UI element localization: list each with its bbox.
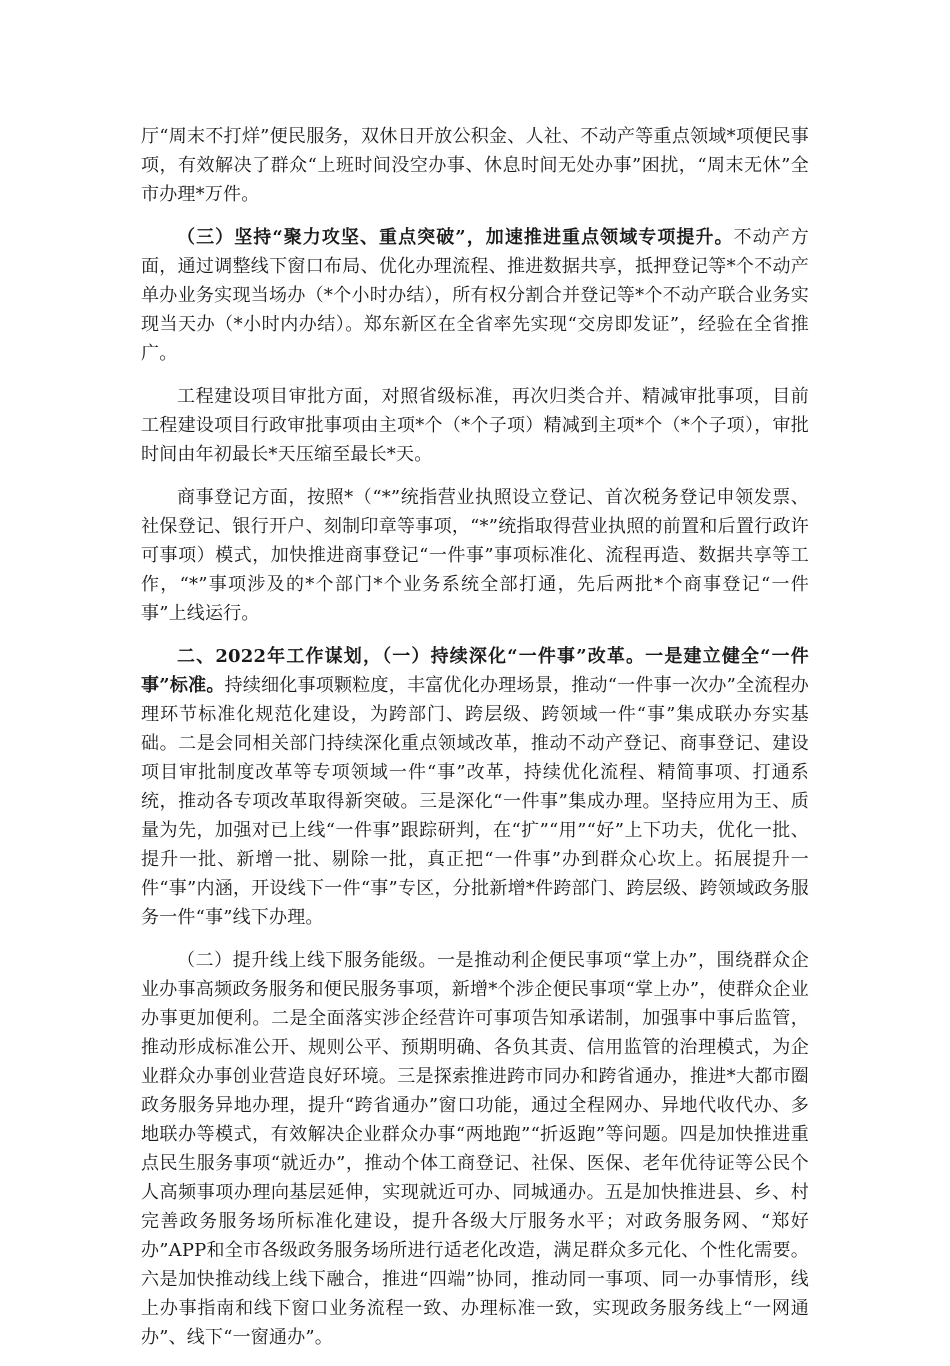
paragraph-text: 商事登记方面，按照*（“*”统指营业执照设立登记、首次税务登记申领发票、社保登记、银行开户、刻制印章等事项，“*”统指取得营业执照的前置和后置行政许可事项）模式，加快推进商事登记“一件事”事项标准化、流程再造、数据共享等工作，“*”事项涉及的*个部门*个业务系统全部打通，先后两批*个商事登记“一件事”上线运行。 — [141, 487, 809, 624]
paragraph-2022-plan — [141, 642, 809, 932]
paragraph-text: 不动产方面，通过调整线下窗口布局、优化办理流程、推进数据共享，抵押登记等*个不动产单办业务实现当场办（*个小时办结），所有权分割合并登记等*个不动产联合业务实现当天办（*小时内办结）。郑东新区在全省率先实现“交房即发证”，经验在全省推广。 — [141, 227, 809, 364]
document-page — [141, 122, 809, 1366]
paragraph-text: （二）提升线上线下服务能级。一是推动利企便民事项“掌上办”，围绕群众企业办事高频政务服务和便民服务事项，新增*个涉企便民事项“掌上办”，使群众企业办事更加便利。二是全面落实涉企经营许可事项告知承诺制，加强事中事后监管，推动形成标准公开、规则公平、预期明确、各负其责、信用监管的治理模式，为企业群众办事创业营造良好环境。三是探索推进跨市同办和跨省通办，推进*大都市圈政务服务异地办理，提升“跨省通办”窗口功能，通过全程网办、异地代收代办、多地联办等模式，有效解决企业群众办事“两地跑”“折返跑”等问题。四是加快推进重点民生服务事项“就近办”，推动个体工商登记、社保、医保、老年优待证等公民个人高频事项办理向基层延伸，实现就近可办、同城通办。五是加快推进县、乡、村完善政务服务场所标准化建设，提升各级大厅服务水平；对政务服务网、“郑好办”APP和全市各级政务服务场所进行适老化改造，满足群众多元化、个性化需要。六是加快推动线上线下融合，推进“四端”协同，推动同一事项、同一办事情形，线上办事指南和线下窗口业务流程一致、办理标准一致，实现政务服务线上“一网通办”、线下“一窗通办”。 — [141, 950, 809, 1348]
paragraph-weekend-service — [141, 122, 809, 209]
paragraph-online-offline — [141, 946, 809, 1352]
section-heading: 二、2022年工作谋划，（一）持续深化“一件事”改革。一是建立健全“一件事”标准。 — [141, 646, 809, 696]
section-heading: （三）坚持“聚力攻坚、重点突破”，加速推进重点领域专项提升。 — [177, 227, 734, 248]
paragraph-business-registration — [141, 483, 809, 628]
paragraph-key-areas — [141, 223, 809, 368]
paragraph-text: 厅“周末不打烊”便民服务，双休日开放公积金、人社、不动产等重点领域*项便民事项，有效解决了群众“上班时间没空办事、休息时间无处办事”困扰，“周末无休”全市办理*万件。 — [141, 126, 809, 205]
paragraph-text: 持续细化事项颗粒度，丰富优化办理场景，推动“一件事一次办”全流程办理环节标准化规范化建设，为跨部门、跨层级、跨领域一件“事”集成联办夯实基础。二是会同相关部门持续深化重点领域改革，推动不动产登记、商事登记、建设项目审批制度改革等专项领域一件“事”改革，持续优化流程、精简事项、打通系统，推动各专项改革取得新突破。三是深化“一件事”集成办理。坚持应用为王、质量为先，加强对已上线“一件事”跟踪研判，在“扩”“用”“好”上下功夫，优化一批、提升一批、新增一批、剔除一批，真正把“一件事”办到群众心坎上。拓展提升一件“事”内涵，开设线下一件“事”专区，分批新增*件跨部门、跨层级、跨领域政务服务一件“事”线下办理。 — [141, 675, 809, 928]
paragraph-construction-approval — [141, 382, 809, 469]
paragraph-text: 工程建设项目审批方面，对照省级标准，再次归类合并、精减审批事项，目前工程建设项目行政审批事项由主项*个（*个子项）精减到主项*个（*个子项），审批时间由年初最长*天压缩至最长*天。 — [141, 386, 809, 465]
